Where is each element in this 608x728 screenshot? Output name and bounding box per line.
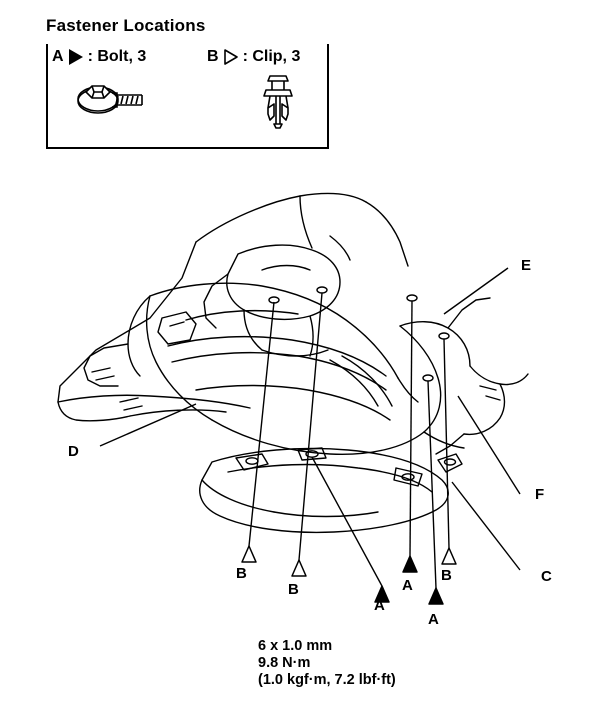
filled-triangle-icon: [69, 49, 83, 65]
callout-b-2: B: [288, 581, 299, 598]
legend-key-b: B: [207, 48, 219, 65]
legend-key-a: A: [52, 48, 64, 65]
clip-icon: [248, 74, 308, 135]
callout-f: F: [535, 486, 545, 503]
callout-a-3: A: [428, 611, 439, 628]
torque-line-alt: (1.0 kgf·m, 7.2 lbf·ft): [258, 672, 396, 688]
callout-e: E: [521, 257, 532, 274]
callout-b-3: B: [441, 567, 452, 584]
vehicle-underbody-illustration: [0, 150, 608, 670]
callout-a-1: A: [374, 597, 385, 614]
callout-c: C: [541, 568, 552, 585]
torque-line-nm: 9.8 N·m: [258, 655, 311, 671]
torque-line-size: 6 x 1.0 mm: [258, 638, 333, 654]
legend-row: [46, 46, 329, 72]
open-triangle-icon: [224, 49, 238, 65]
torque-spec: [258, 638, 396, 689]
legend-item-clip: [207, 48, 300, 66]
callout-b-1: B: [236, 565, 247, 582]
bolt-icon: [76, 78, 146, 131]
legend-item-bolt: [52, 48, 146, 66]
callout-a-2: A: [402, 577, 413, 594]
legend-text-bolt: : Bolt, 3: [87, 48, 147, 65]
page-title: Fastener Locations: [46, 16, 206, 35]
callout-d: D: [68, 443, 79, 460]
legend-text-clip: : Clip, 3: [242, 48, 301, 65]
